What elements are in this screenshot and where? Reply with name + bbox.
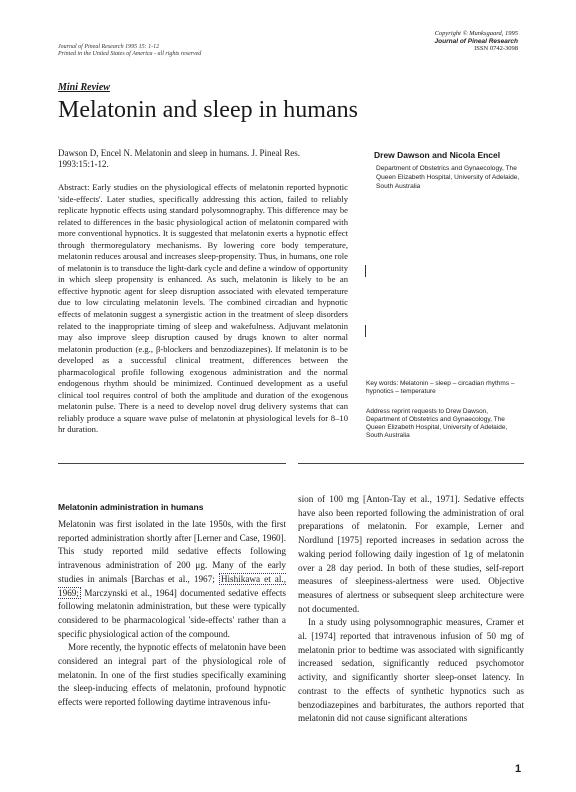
divider-rule	[298, 463, 524, 464]
body-left-column	[58, 518, 286, 788]
paragraph: In a study using polysomnographic measures, Cramer et al. [1974] reported that intravenous infusion of 50 mg of melatonin prior to bedtime was associated with significantly increased sedation, significantly reduced psychomotor activity, and significantly shorter sleep-onset latency. In contrast to the effects of synthetic hypnotics such as benzodiazepines and barbiturates, the authors reported that melatonin did not cause significant alterations	[298, 617, 524, 724]
correspondence: Address reprint requests to Drew Dawson, Department of Obstetrics and Gynaecology, The Queen Elizabeth Hospital, University of Adelaide, South Australia	[366, 408, 508, 439]
paper-title: Melatonin and sleep in humans	[58, 97, 358, 123]
citation: Dawson D, Encel N. Melatonin and sleep in humans. J. Pineal Res. 1993:15:1-12.	[58, 148, 300, 169]
margin-mark	[365, 265, 366, 277]
paragraph: sion of 100 mg [Anton-Tay et al., 1971]. Sedative effects have also been reported following the administration of oral preparations of melatonin. For example, Lerner and Nordlund [1975] reported increases in sedation across the waking period following daily ingestion of 1g of melatonin over a 28 day period. In both of these studies, self-report measures of sleepiness-alertness were used. Objective measures of alertness or subsequent sleep architecture were not documented.	[298, 494, 524, 614]
page-number: 1	[515, 763, 522, 775]
divider-rule	[58, 463, 286, 464]
abstract: Abstract: Early studies on the physiological effects of melatonin reported hypnotic 'side-effects'. Later studies, specifically addressing this action, failed to reliably replicate hypnotic effects using standard polysomnography. This difference may be related to differences in the basic physiological action of melatonin compared with more conventional hypnotics. It is suggested that melatonin exerts a hypnotic effect through thermoregulatory mechanisms. By lowering core body temperature, melatonin reduces arousal and increases sleep-propensity. Thus, in humans, one role of melatonin is to transduce the light-dark cycle and define a window of opportunity in which sleep propensity is enhanced. As such, melatonin is likely to be an effective hypnotic agent for sleep disruption associated with elevated temperature due to low circulating melatonin levels. The combined circadian and hypnotic effects of melatonin suggest a synergistic action in the treatment of sleep disorders related to the inappropriate timing of sleep and wakefulness. Adjuvant melatonin may also improve sleep disruption caused by drugs known to alter normal melatonin production (e.g., β-blockers and benzodiazepines). If melatonin is to be developed as a successful clinical treatment, differences between the pharmacological profile following exogenous administration and the normal endogenous rhythm should be minimized. Continued development as a useful clinical tool requires control of both the amplitude and duration of the exogenous melatonin pulse. There is a need to develop novel drug delivery systems that can reliably produce a square wave pulse of melatonin at physiological levels for 8–10 hr duration.	[58, 182, 348, 435]
keywords: Key words: Melatonin – sleep – circadian rhythms – hypnotics – temperature	[366, 380, 515, 395]
paragraph: More recently, the hypnotic effects of melatonin have been considered an integral part of the physiological role of melatonin. In one of the first studies specifically examining the sleep-inducing effects of melatonin, profound hypnotic effects were reported following daytime intravenous infu-	[58, 642, 286, 708]
paragraph: Melatonin was first isolated in the late 1950s, with the first reported administration shortly after [Lerner and Case, 1960]. This study reported mild sedative effects following intravenous administration of 200 μg. Many of the early studies in animals [Barchas et al., 1967; Hishikawa et al., 1969; Marczynski et al., 1964] documented sedative effects following melatonin administration, but these were typically considered to be pharmacological 'side-effects' rather than a specific physiological action of the compound.	[58, 519, 286, 639]
header-left: Journal of Pineal Research 1995 15: 1-12 Printed in the United States of America - all rights reserved	[58, 44, 202, 57]
header-right: Copyright © Munksgaard, 1995 Journal of Pineal Research ISSN 0742-3098	[434, 30, 518, 52]
affiliation: Department of Obstetrics and Gynaecology, The Queen Elizabeth Hospital, University of Adelaide, South Australia	[376, 165, 520, 190]
reference-link[interactable]: Hishikawa et al., 1969;	[58, 573, 286, 598]
margin-mark	[365, 325, 366, 337]
section-label: Mini Review	[58, 82, 110, 93]
body-right-column	[298, 493, 524, 785]
authors: Drew Dawson and Nicola Encel	[374, 150, 501, 160]
section-heading: Melatonin administration in humans	[58, 502, 204, 512]
